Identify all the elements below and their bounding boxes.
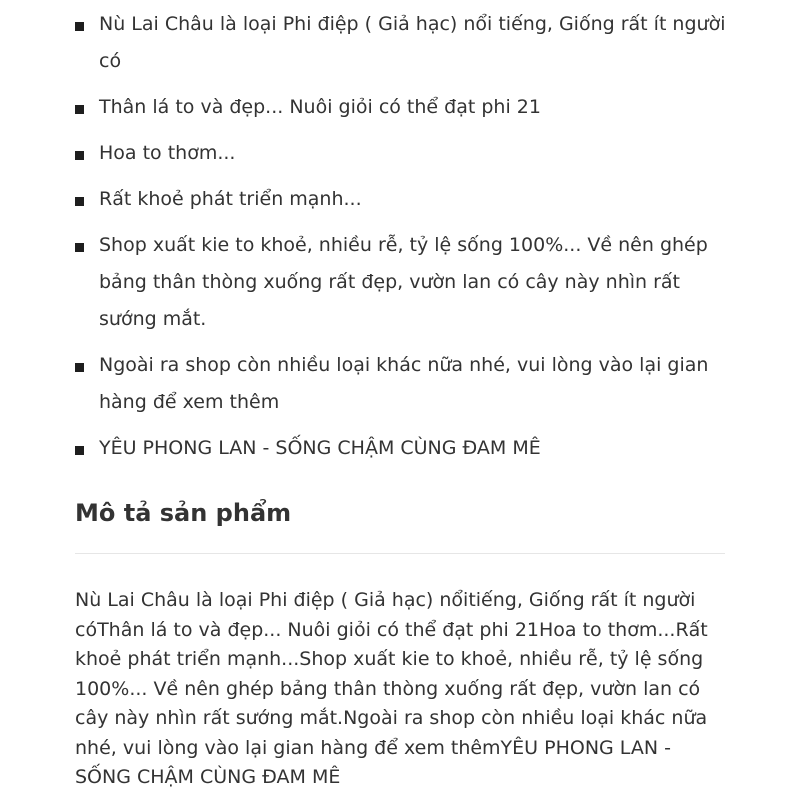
feature-text: YÊU PHONG LAN - SỐNG CHẬM CÙNG ĐAM MÊ [99, 437, 541, 459]
feature-text: Shop xuất kie to khoẻ, nhiều rễ, tỷ lệ sống 100%... Về nên ghép bảng thân thòng xuống rất đẹp, vườn lan có cây này nhìn rất sướng mắt. [99, 234, 708, 330]
feature-list-item [74, 227, 734, 338]
section-title: Mô tả sản phẩm [75, 499, 292, 527]
square-bullet-icon [75, 197, 84, 206]
feature-list-item [74, 6, 734, 80]
square-bullet-icon [75, 22, 84, 31]
square-bullet-icon [75, 243, 84, 252]
feature-text: Rất khoẻ phát triển mạnh... [99, 188, 362, 210]
feature-text: Hoa to thơm... [99, 142, 236, 164]
section-divider [75, 553, 725, 554]
feature-list-item [74, 89, 734, 126]
feature-list-item [74, 430, 734, 467]
feature-list-item [74, 181, 734, 218]
feature-text: Ngoài ra shop còn nhiều loại khác nữa nhé, vui lòng vào lại gian hàng để xem thêm [99, 354, 709, 413]
feature-list-item [74, 135, 734, 172]
square-bullet-icon [75, 446, 84, 455]
feature-text: Thân lá to và đẹp... Nuôi giỏi có thể đạt phi 21 [99, 96, 541, 118]
square-bullet-icon [75, 363, 84, 372]
feature-text: Nù Lai Châu là loại Phi điệp ( Giả hạc) nổi tiếng, Giống rất ít người có [99, 13, 726, 72]
square-bullet-icon [75, 151, 84, 160]
feature-list [74, 6, 734, 476]
product-description: Nù Lai Châu là loại Phi điệp ( Giả hạc) nổitiếng, Giống rất ít người cóThân lá to và đẹp... Nuôi giỏi có thể đạt phi 21Hoa to thơm...Rất khoẻ phát triển mạnh...Shop xuất kie to khoẻ, nhiều rễ, tỷ lệ sống 100%... Về nên ghép bảng thân thòng xuống rất đẹp, vườn lan có cây này nhìn rất sướng mắt.Ngoài ra shop còn nhiều loại khác nữa nhé, vui lòng vào lại gian hàng để xem thêmYÊU PHONG LAN - SỐNG CHẬM CÙNG ĐAM MÊ [75, 589, 708, 788]
square-bullet-icon [75, 105, 84, 114]
feature-list-item [74, 347, 734, 421]
